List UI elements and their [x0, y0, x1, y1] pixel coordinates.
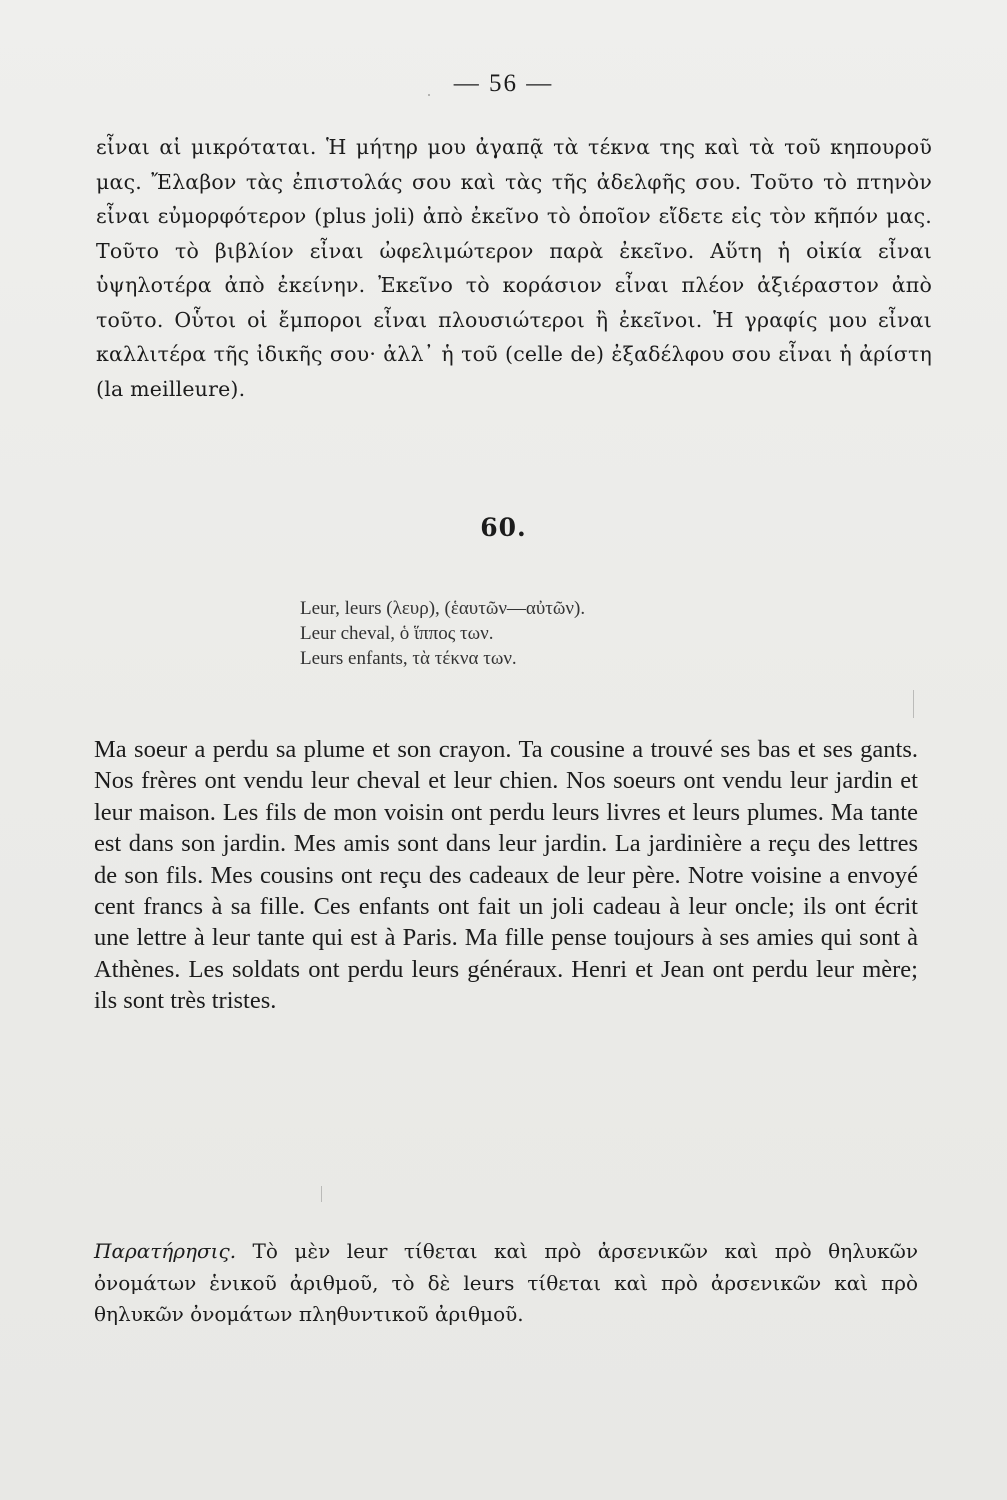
page-number: — 56 —	[453, 70, 554, 97]
scan-mark	[321, 1186, 322, 1202]
scan-mark	[428, 94, 430, 96]
french-exercise-paragraph: Ma soeur a perdu sa plume et son crayon. Ta cousine a trouvé ses bas et ses gants. Nos frères ont vendu leur cheval et leur chien. Nos soeurs ont vendu leur jardin et leur maison. Les fils de mon voisin ont perdu leurs livres et leurs plumes. Ma tante est dans son jardin. Mes amis sont dans leur jardin. La jardinière a reçu des lettres de son fils. Mes cousins ont reçu des cadeaux de leur père. Notre voisine a envoyé cent francs à sa fille. Ces enfants ont fait un joli cadeau à leur oncle; ils ont écrit une lettre à leur tante qui est à Paris. Ma fille pense toujours à ses amies qui sont à Athènes. Les soldats ont perdu leurs généraux. Henri et Jean ont perdu leur mère; ils sont très tristes.	[94, 736, 918, 1015]
section-number: 60.	[480, 513, 527, 542]
grammar-note-label: Παρατήρησις.	[94, 1239, 237, 1263]
scan-mark	[913, 690, 914, 718]
vocabulary-item: Leur cheval, ὁ ἵππος των.	[300, 623, 494, 644]
grammar-note	[94, 1236, 918, 1331]
vocabulary-item: Leur, leurs (λευρ), (ἑαυτῶν—αὐτῶν).	[300, 598, 586, 619]
vocabulary-item: Leurs enfants, τὰ τέκνα των.	[300, 648, 517, 669]
vocabulary-list	[300, 596, 860, 671]
grammar-note-text: Τὸ μὲν leur τίθεται καὶ πρὸ ἀρσενικῶν καὶ πρὸ θηλυκῶν ὀνομάτων ἑνικοῦ ἀριθμοῦ, τὸ δὲ leurs τίθεται καὶ πρὸ ἀρσενικῶν καὶ πρὸ θηλυκῶν ὀνομάτων πληθυντικοῦ ἀριθμοῦ.	[94, 1239, 919, 1326]
greek-exercise-paragraph: εἶναι αἱ μικρόταται. Ἡ μήτηρ μου ἀγαπᾷ τὰ τέκνα της καὶ τὰ τοῦ κηπουροῦ μας. Ἔλαβον τὰς ἐπιστολάς σου καὶ τὰς τῆς ἀδελφῆς σου. Τοῦτο τὸ πτηνὸν εἶναι εὐμορφότερον (plus joli) ἀπὸ ἐκεῖνο τὸ ὁποῖον εἴδετε εἰς τὸν κῆπόν μας. Τοῦτο τὸ βιβλίον εἶναι ὠφελιμώτερον παρὰ ἐκεῖνο. Αὕτη ἡ οἰκία εἶναι ὑψηλοτέρα ἀπὸ ἐκείνην. Ἐκεῖνο τὸ κοράσιον εἶναι πλέον ἀξιέραστον ἀπὸ τοῦτο. Οὗτοι οἱ ἔμποροι εἶναι πλουσιώτεροι ἢ ἐκεῖνοι. Ἡ γραφίς μου εἶναι καλλιτέρα τῆς ἰδικῆς σου· ἀλλ᾽ ἡ τοῦ (celle de) ἐξαδέλφου σου εἶναι ἡ ἀρίστη (la meilleure).	[96, 135, 932, 401]
